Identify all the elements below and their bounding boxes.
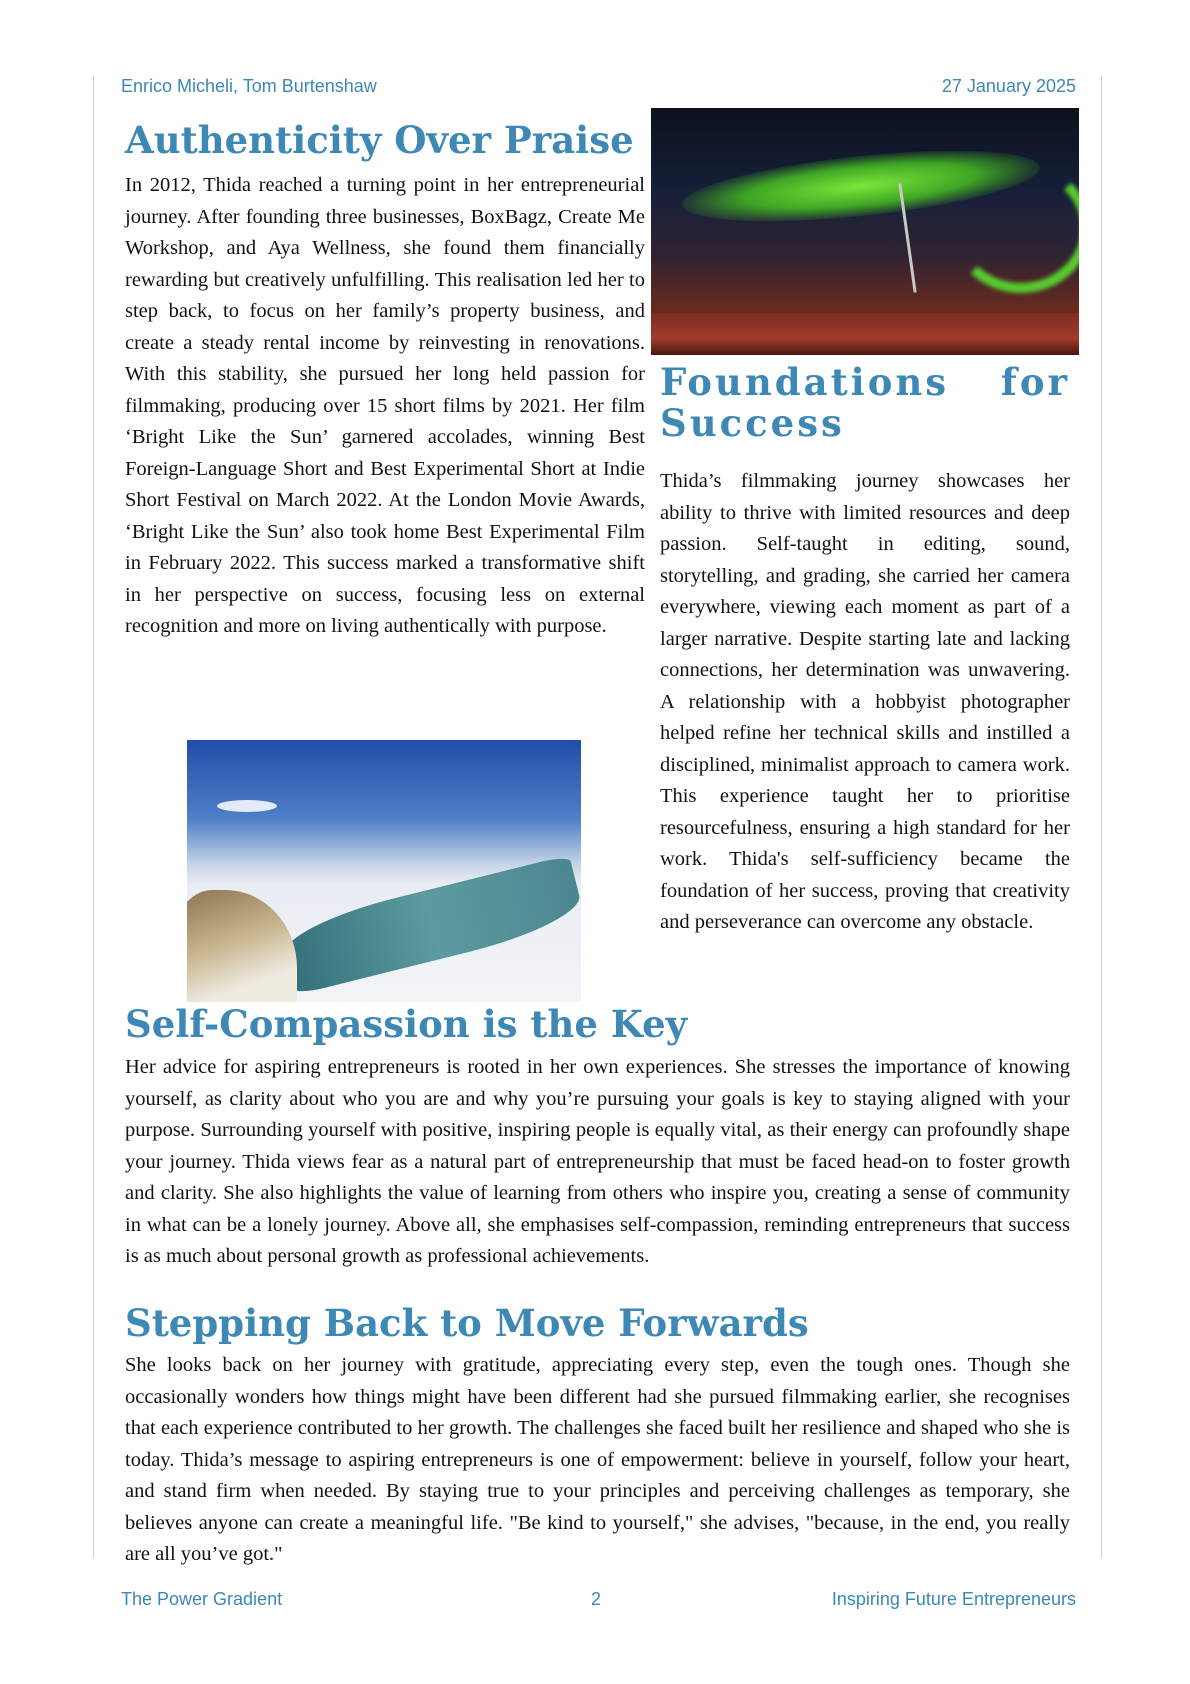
- heading-line-1: Foundations for: [660, 360, 1070, 404]
- cloud: [217, 800, 277, 812]
- canyon-photo: [187, 740, 581, 1002]
- section-heading-self-compassion: Self-Compassion is the Key: [125, 1002, 688, 1046]
- section-heading-stepping-back: Stepping Back to Move Forwards: [125, 1301, 809, 1345]
- aurora-swirl: [951, 163, 1079, 293]
- section-body-self-compassion: Her advice for aspiring entrepreneurs is rooted in her own experiences. She stresses the importance of knowing yourself, as clarity about who you are and why you’re pursuing your goals is key to staying aligned with your purpose. Surrounding yourself with positive, inspiring people is equally vital, as their energy can profoundly shape your journey. Thida views fear as a natural part of entrepreneurship that must be faced head-on to foster growth and clarity. She also highlights the value of learning from others who inspire you, creating a sense of community in what can be a lonely journey. Above all, she emphasises self-compassion, reminding entrepreneurs that success is as much about personal growth as professional achievements.: [125, 1056, 1070, 1267]
- footer-tagline: Inspiring Future Entrepreneurs: [831, 1589, 1076, 1609]
- river: [278, 855, 581, 995]
- red-lit-ground: [651, 313, 1079, 355]
- section-body-foundations: Thida’s filmmaking journey showcases her ability to thrive with limited resources and deep passion. Self-taught in editing, sound, storytelling, and grading, she carried her camera everywhere, viewing each moment as part of a larger narrative. Despite starting late and lacking connections, her determination was unwavering. A relationship with a hobbyist photographer helped refine her technical skills and instilled a disciplined, minimalist approach to camera work. This experience taught her to prioritise resourcefulness, ensuring a high standard for her work. Thida's self-sufficiency became the foundation of her success, proving that creativity and perseverance can overcome any obstacle.: [660, 470, 1070, 933]
- section-heading-authenticity: Authenticity Over Praise: [125, 118, 634, 162]
- section-heading-foundations: [660, 362, 1070, 443]
- header-authors: Enrico Micheli, Tom Burtenshaw: [121, 76, 377, 96]
- footer-publication: The Power Gradient: [121, 1589, 283, 1609]
- footer-page-number: 2: [591, 1589, 602, 1609]
- heading-line-2: Success: [660, 400, 845, 445]
- header-date: 27 January 2025: [941, 76, 1076, 96]
- left-margin-rule: [93, 76, 94, 1558]
- right-margin-rule: [1101, 76, 1102, 1558]
- aurora-photo: [651, 108, 1079, 355]
- section-body-stepping-back: She looks back on her journey with gratitude, appreciating every step, even the tough ones. Though she occasionally wonders how things might have been different had she pursued filmmaking earlier, she recognises that each experience contributed to her growth. The challenges she faced built her resilience and shaped who she is today. Thida’s message to aspiring entrepreneurs is one of empowerment: believe in yourself, follow your heart, and stand firm when needed. By staying true to your principles and perceiving challenges as temporary, she believes anyone can create a meaningful life. "Be kind to yourself," she advises, "because, in the end, you really are all you’ve got.": [125, 1354, 1070, 1565]
- section-body-authenticity: In 2012, Thida reached a turning point in her entrepreneurial journey. After founding three businesses, BoxBagz, Create Me Workshop, and Aya Wellness, she found them financially rewarding but creatively unfulfilling. This realisation led her to step back, to focus on her family’s property business, and create a steady rental income by reinvesting in renovations. With this stability, she pursued her long held passion for filmmaking, producing over 15 short films by 2021. Her film ‘Bright Like the Sun’ garnered accolades, winning Best Foreign-Language Short and Best Experimental Short at Indie Short Festival on March 2022. At the London Movie Awards, ‘Bright Like the Sun’ also took home Best Experimental Film in February 2022. This success marked a transformative shift in her perspective on success, focusing less on external recognition and more on living authentically with purpose.: [125, 174, 645, 637]
- snowy-cliff: [187, 890, 297, 1002]
